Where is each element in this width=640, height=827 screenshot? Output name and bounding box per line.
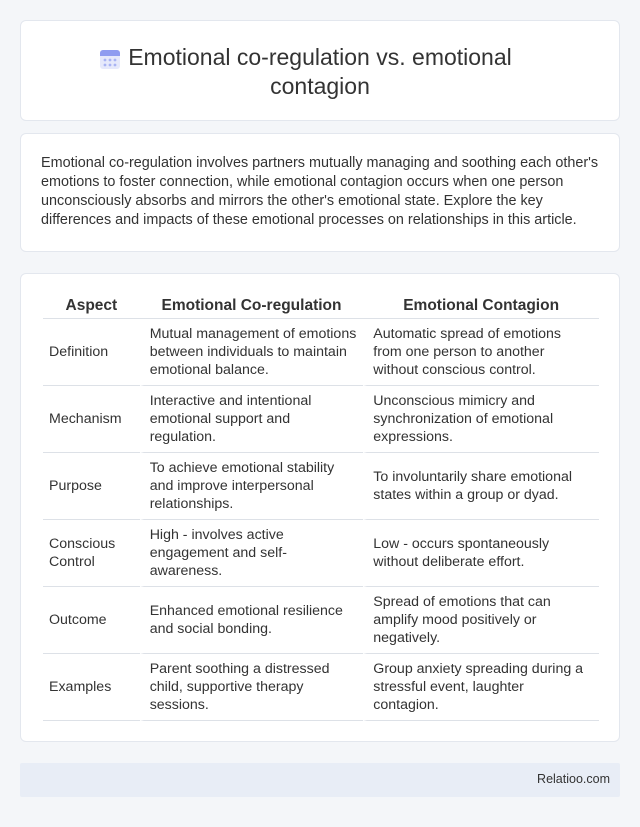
aspect-cell: Definition bbox=[43, 319, 140, 386]
aspect-cell: Examples bbox=[43, 654, 140, 721]
co-regulation-cell: Enhanced emotional resilience and social bonding. bbox=[140, 587, 364, 654]
page-title: Emotional co-regulation vs. emotional contagion bbox=[128, 44, 512, 99]
contagion-cell: Automatic spread of emotions from one person to another without conscious control. bbox=[363, 319, 599, 386]
table-row bbox=[43, 319, 599, 386]
header-card bbox=[20, 20, 620, 121]
contagion-cell: Low - occurs spontaneously without deliberate effort. bbox=[363, 520, 599, 587]
footer-brand[interactable]: Relatioo.com bbox=[537, 772, 610, 786]
intro-text: Emotional co-regulation involves partners mutually managing and soothing each other's emotions to foster connection, while emotional contagion occurs when one person unconsciously absorbs and mirrors the other's emotional state. Explore the key differences and impacts of these emotional processes on relationships in this article. bbox=[41, 155, 599, 228]
table-row bbox=[43, 453, 599, 520]
co-regulation-cell: Mutual management of emotions between individuals to maintain emotional balance. bbox=[140, 319, 364, 386]
table-row bbox=[43, 654, 599, 721]
table-header-row bbox=[43, 294, 599, 319]
column-header-co-regulation: Emotional Co-regulation bbox=[140, 294, 364, 319]
contagion-cell: To involuntarily share emotional states within a group or dyad. bbox=[363, 453, 599, 520]
comparison-card bbox=[20, 273, 620, 742]
footer bbox=[20, 763, 620, 797]
co-regulation-cell: Parent soothing a distressed child, supportive therapy sessions. bbox=[140, 654, 364, 721]
comparison-table bbox=[43, 294, 599, 721]
contagion-cell: Unconscious mimicry and synchronization of emotional expressions. bbox=[363, 386, 599, 453]
co-regulation-cell: To achieve emotional stability and improve interpersonal relationships. bbox=[140, 453, 364, 520]
aspect-cell: Conscious Control bbox=[43, 520, 140, 587]
table-row bbox=[43, 386, 599, 453]
aspect-cell: Outcome bbox=[43, 587, 140, 654]
co-regulation-cell: Interactive and intentional emotional support and regulation. bbox=[140, 386, 364, 453]
table-row bbox=[43, 587, 599, 654]
table-row bbox=[43, 520, 599, 587]
intro-card bbox=[20, 133, 620, 252]
contagion-cell: Group anxiety spreading during a stressful event, laughter contagion. bbox=[363, 654, 599, 721]
co-regulation-cell: High - involves active engagement and self-awareness. bbox=[140, 520, 364, 587]
column-header-aspect: Aspect bbox=[43, 294, 140, 319]
column-header-contagion: Emotional Contagion bbox=[363, 294, 599, 319]
aspect-cell: Purpose bbox=[43, 453, 140, 520]
contagion-cell: Spread of emotions that can amplify mood positively or negatively. bbox=[363, 587, 599, 654]
aspect-cell: Mechanism bbox=[43, 386, 140, 453]
